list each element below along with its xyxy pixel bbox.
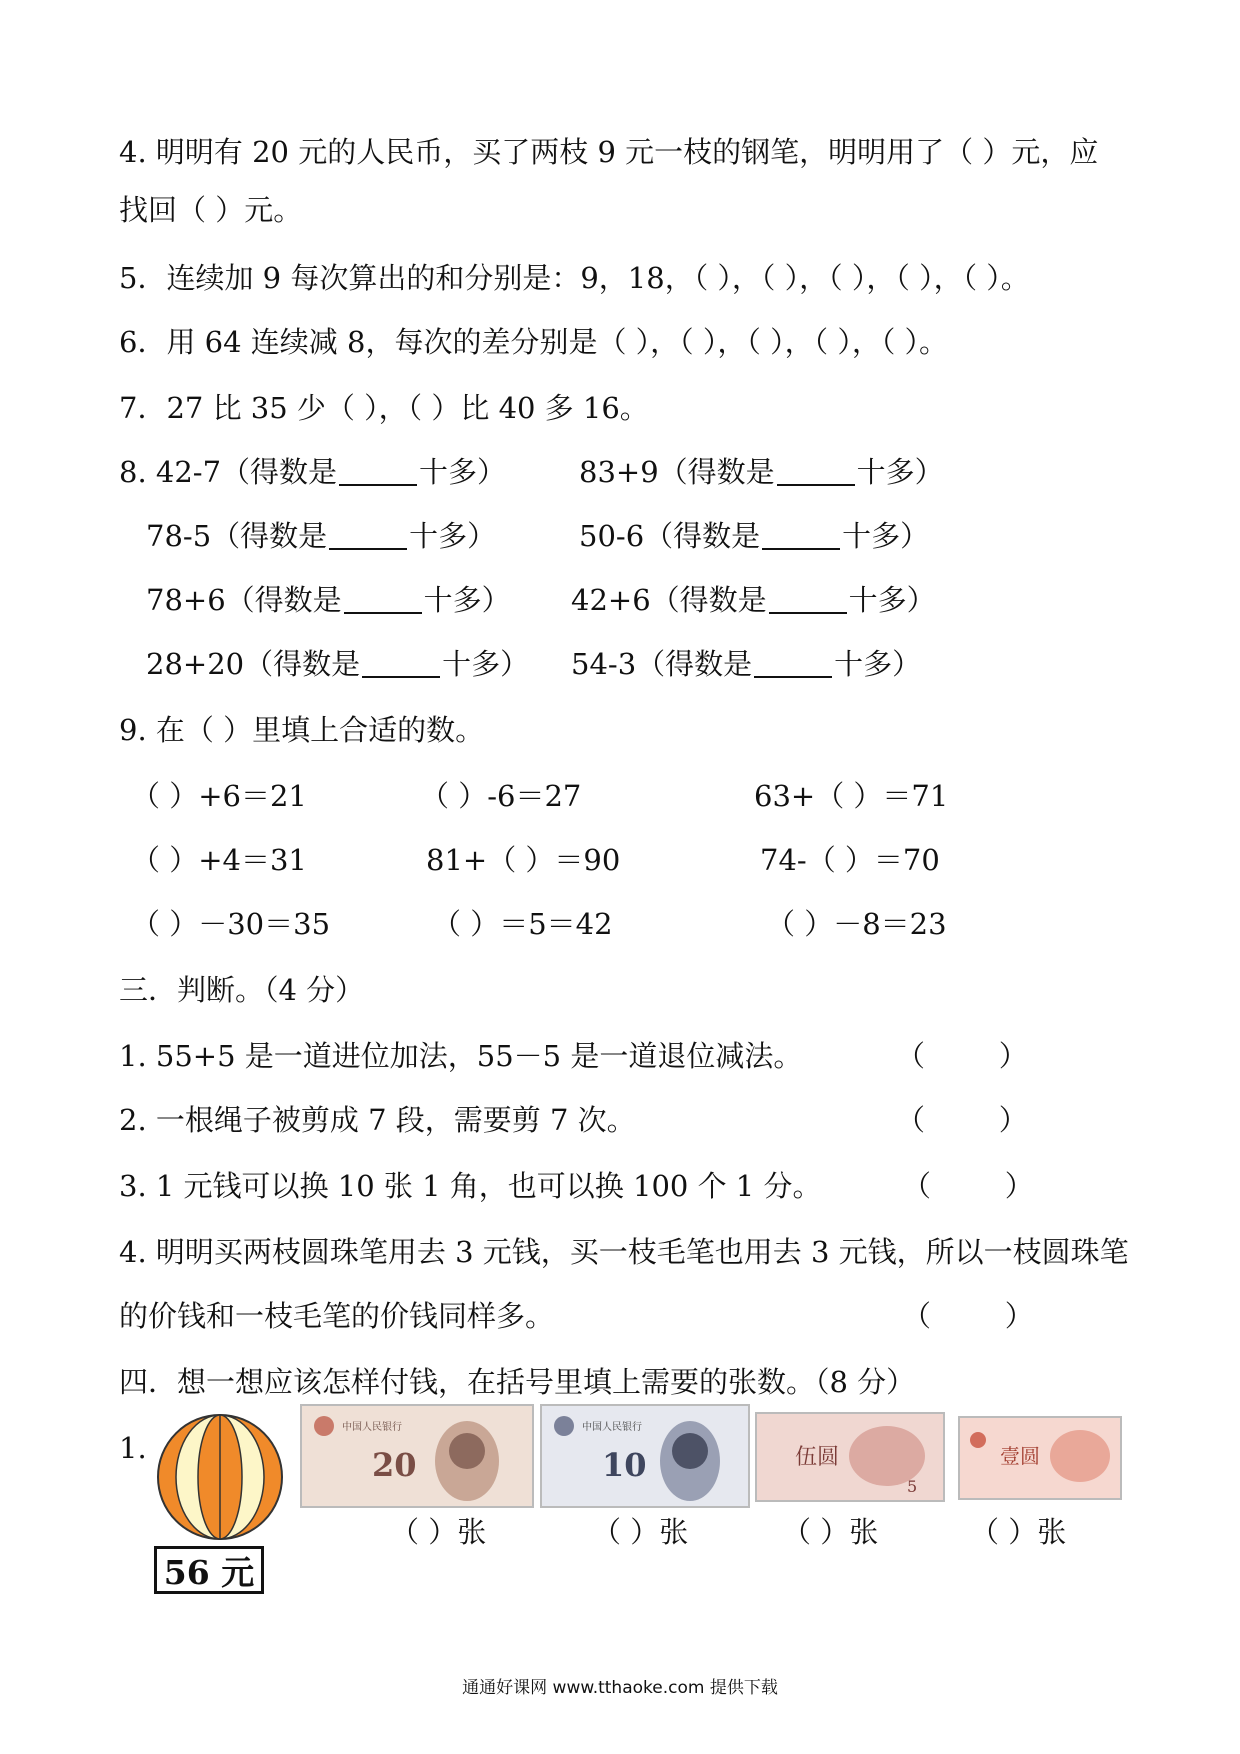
q8-left-row-4: 28+20（得数是 十多） — [146, 647, 530, 681]
svg-text:中国人民银行: 中国人民银行 — [582, 1422, 642, 1433]
q9-eq-3-1: （ ）－30＝35 — [131, 907, 331, 941]
judge-item-2: 2. 一根绳子被剪成 7 段，需要剪 7 次。 — [119, 1103, 636, 1137]
judge-item-3: 3. 1 元钱可以换 10 张 1 角，也可以换 100 个 1 分。 — [119, 1169, 822, 1203]
footer: 通通好课网 www.tthaoke.com 提供下载 — [462, 1678, 778, 1698]
price-tag: 56 元 — [154, 1546, 264, 1594]
count-10[interactable]: （ ）张 — [592, 1515, 689, 1549]
q6-text: 6．用 64 连续减 8，每次的差分别是（ ），（ ），（ ），（ ），（ ）。 — [119, 325, 949, 359]
count-5[interactable]: （ ）张 — [782, 1515, 879, 1549]
answer-blank[interactable] — [769, 582, 847, 614]
svg-text:伍圆: 伍圆 — [795, 1445, 840, 1470]
judge-answer-3[interactable]: （ ） — [902, 1169, 1034, 1203]
answer-blank[interactable] — [777, 454, 855, 486]
q9-eq-2-3: 74-（ ）＝70 — [760, 843, 940, 877]
svg-text:5: 5 — [907, 1477, 918, 1496]
count-1[interactable]: （ ）张 — [970, 1515, 1067, 1549]
answer-blank[interactable] — [344, 582, 422, 614]
q8-right-row-3: 42+6（得数是 十多） — [571, 583, 936, 617]
q9-eq-1-1: （ ）+6＝21 — [131, 779, 307, 813]
judge-answer-2[interactable]: （ ） — [896, 1103, 1028, 1137]
banknote-10 — [540, 1404, 750, 1508]
q9-eq-3-3: （ ）－8＝23 — [766, 907, 947, 941]
svg-text:壹圆: 壹圆 — [1000, 1444, 1040, 1468]
q8-left-row-1: 8. 42-7（得数是 十多） — [119, 455, 507, 489]
section3-title: 三．判断。（4 分） — [119, 973, 365, 1007]
q8-right-row-2: 50-6（得数是 十多） — [579, 519, 930, 553]
answer-blank[interactable] — [362, 646, 440, 678]
q8-left-row-2: 78-5（得数是 十多） — [146, 519, 497, 553]
banknote-1 — [958, 1416, 1122, 1500]
q4-line1: 4. 明明有 20 元的人民币，买了两枝 9 元一枝的钢笔，明明用了（ ）元，应 — [119, 135, 1099, 169]
q7-text: 7．27 比 35 少（ ），（ ）比 40 多 16。 — [119, 391, 649, 425]
q8-right-row-1: 83+9（得数是 十多） — [579, 455, 944, 489]
q4-line2: 找回（ ）元。 — [119, 193, 303, 227]
answer-blank[interactable] — [339, 454, 417, 486]
svg-text:20: 20 — [372, 1446, 417, 1484]
judge-item-4: 4. 明明买两枝圆珠笔用去 3 元钱，买一枝毛笔也用去 3 元钱，所以一枝圆珠笔 — [119, 1235, 1129, 1269]
ball-image — [155, 1412, 285, 1542]
answer-blank[interactable] — [762, 518, 840, 550]
q9-eq-1-3: 63+（ ）＝71 — [754, 779, 949, 813]
banknote-20 — [300, 1404, 534, 1508]
q5-text: 5．连续加 9 每次算出的和分别是：9，18，（ ），（ ），（ ），（ ），（ ）。 — [119, 261, 1030, 295]
judge-answer-1[interactable]: （ ） — [896, 1039, 1028, 1073]
note-header: 中国人民银行 — [342, 1422, 402, 1433]
section4-item-label: 1. — [119, 1431, 147, 1465]
q9-eq-1-2: （ ）-6＝27 — [420, 779, 582, 813]
q9-eq-2-1: （ ）+4＝31 — [131, 843, 307, 877]
svg-text:10: 10 — [602, 1446, 647, 1484]
section4-title: 四．想一想应该怎样付钱，在括号里填上需要的张数。（8 分） — [119, 1365, 916, 1399]
q8-left-row-3: 78+6（得数是 十多） — [146, 583, 511, 617]
judge-item-4-line2: 的价钱和一枝毛笔的价钱同样多。 — [119, 1299, 555, 1333]
count-20[interactable]: （ ）张 — [390, 1515, 487, 1549]
q9-eq-2-2: 81+（ ）＝90 — [426, 843, 621, 877]
q8-right-row-4: 54-3（得数是 十多） — [571, 647, 922, 681]
q9-eq-3-2: （ ）＝5＝42 — [432, 907, 613, 941]
banknote-5 — [755, 1412, 945, 1502]
answer-blank[interactable] — [754, 646, 832, 678]
judge-item-1: 1. 55+5 是一道进位加法，55－5 是一道退位减法。 — [119, 1039, 803, 1073]
q9-title: 9. 在（ ）里填上合适的数。 — [119, 713, 485, 747]
judge-answer-4[interactable]: （ ） — [902, 1299, 1034, 1333]
answer-blank[interactable] — [329, 518, 407, 550]
